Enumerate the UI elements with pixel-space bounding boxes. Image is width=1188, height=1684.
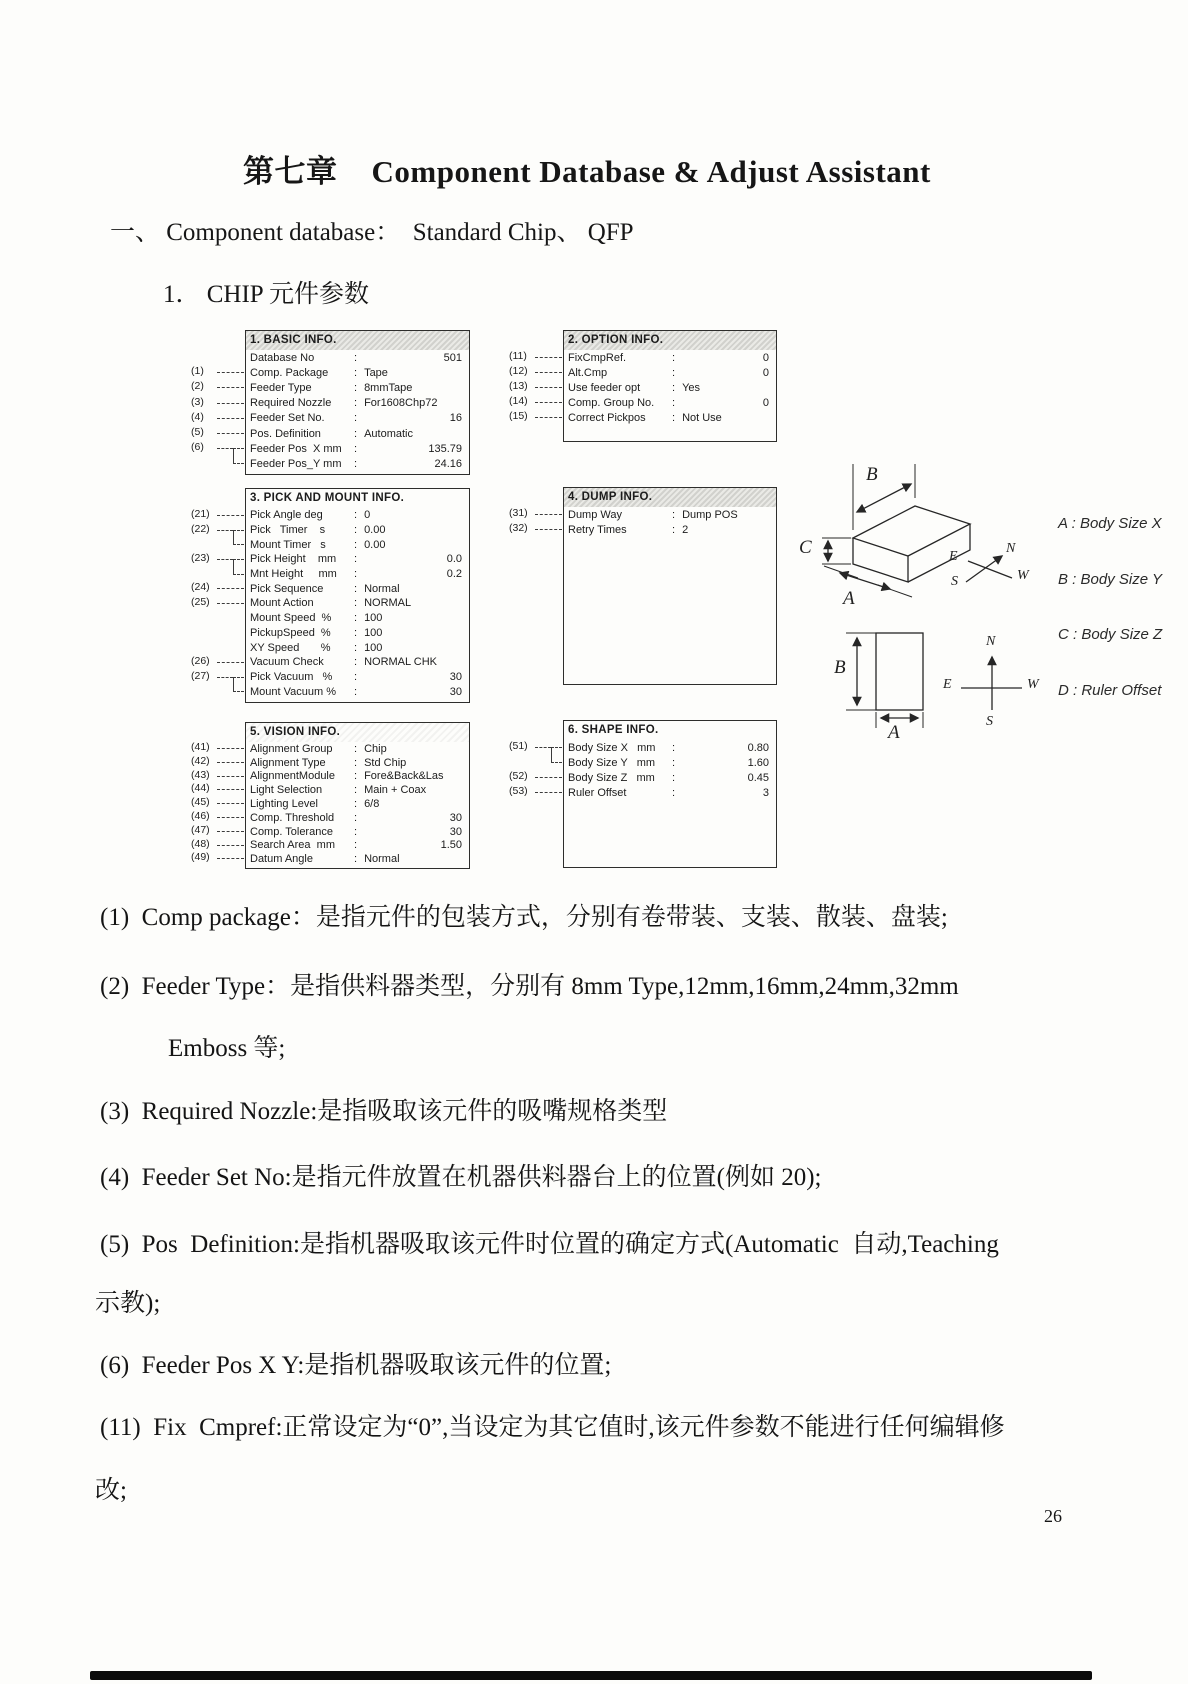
callout-line — [217, 387, 244, 388]
param-row — [246, 783, 469, 797]
param-separator: : — [672, 786, 676, 799]
compass2-west-label: W — [1027, 677, 1039, 692]
chapter-number: 第七章 — [243, 154, 338, 189]
param-separator: : — [354, 656, 358, 669]
callout-number: (51) — [509, 739, 528, 752]
param-label: AlignmentModule — [250, 770, 335, 783]
panel-shape-info-header: 6. SHAPE INFO. — [568, 724, 659, 736]
param-label: Pos. Definition — [250, 427, 321, 440]
callout-line — [535, 529, 562, 530]
callout-number: (23) — [191, 551, 210, 564]
callout-line — [535, 357, 562, 358]
param-value: 0 — [762, 396, 769, 409]
param-label: Mount Timer s — [250, 538, 326, 551]
param-value: 30 — [449, 825, 462, 838]
panel-basic-info-header: 1. BASIC INFO. — [246, 331, 469, 350]
param-value: Automatic — [364, 427, 413, 440]
panel-pick-mount-info-header: 3. PICK AND MOUNT INFO. — [250, 492, 405, 504]
callout-line — [217, 603, 244, 604]
panel-basic-info-rows — [246, 350, 469, 472]
param-value: 0.00 — [364, 524, 386, 537]
callout-line — [535, 372, 562, 373]
param-value: NORMAL CHK — [364, 656, 437, 669]
panel-basic-info — [245, 330, 470, 475]
section-heading: 一、 Component database： Standard Chip、 QFP — [110, 219, 634, 246]
callout-number: (41) — [191, 741, 210, 753]
param-row — [246, 350, 469, 365]
rect-dim-b-label: B — [834, 657, 846, 678]
callout-number: (46) — [191, 810, 210, 822]
callout-number: (26) — [191, 654, 210, 667]
param-separator: : — [354, 685, 358, 698]
param-label: Datum Angle — [250, 853, 313, 866]
callout-line — [535, 417, 562, 418]
param-row — [246, 825, 469, 839]
callout-number: (27) — [191, 669, 210, 682]
param-row — [246, 684, 469, 699]
panel-option-info-header: 2. OPTION INFO. — [564, 331, 776, 350]
param-value: 30 — [449, 685, 462, 698]
param-separator: : — [354, 756, 358, 769]
param-label: Comp. Package — [250, 366, 329, 379]
param-separator: : — [672, 508, 676, 521]
param-separator: : — [672, 381, 676, 394]
paragraph-11: (11) Fix Cmpref:正常设定为“0”,当设定为其它值时,该元件参数不能进行任何编辑修 — [100, 1414, 1005, 1441]
callout-number: (11) — [509, 349, 527, 362]
callout-line — [233, 544, 244, 545]
dimension-legend — [1058, 478, 1162, 737]
param-separator: : — [354, 457, 358, 470]
page-number: 26 — [1044, 1506, 1062, 1526]
panel-vision-info-header: 5. VISION INFO. — [246, 723, 469, 742]
callout-line — [217, 858, 244, 859]
callout-bracket — [233, 677, 234, 691]
callout-line — [217, 588, 244, 589]
cuboid-dim-a-label: A — [843, 588, 855, 609]
param-label: Dump Way — [568, 508, 622, 521]
param-value: Tape — [364, 366, 388, 379]
param-row — [564, 507, 776, 522]
param-row — [246, 441, 469, 456]
callout-number: (24) — [191, 580, 210, 593]
param-value: Dump POS — [682, 508, 738, 521]
scan-artifact-bar — [90, 1671, 1092, 1680]
param-value: Yes — [682, 381, 701, 394]
param-value: Chip — [364, 742, 387, 755]
callout-line — [535, 387, 562, 388]
param-value: 100 — [364, 612, 383, 625]
param-value: 6/8 — [364, 798, 380, 811]
callout-bracket — [233, 448, 234, 463]
compass2-south-label: S — [986, 714, 993, 729]
panel-shape-info — [563, 720, 777, 868]
param-row — [246, 365, 469, 380]
param-separator: : — [672, 771, 676, 784]
callout-number: (15) — [509, 409, 528, 422]
param-value: Main + Coax — [364, 784, 427, 797]
param-separator: : — [354, 597, 358, 610]
param-label: Body Size Y mm — [568, 756, 656, 769]
param-row — [564, 522, 776, 537]
panel-pick-mount-info-rows — [246, 508, 469, 699]
param-separator: : — [354, 798, 358, 811]
param-row — [246, 756, 469, 770]
param-value: 0.80 — [747, 741, 769, 754]
chapter-title-text: Component Database & Adjust Assistant — [371, 154, 931, 189]
param-row — [564, 785, 776, 800]
param-row — [564, 770, 776, 785]
callout-number: (3) — [191, 395, 204, 408]
param-separator: : — [672, 396, 676, 409]
paragraph-11-cont: 改; — [95, 1477, 127, 1504]
param-label: Feeder Set No. — [250, 412, 325, 425]
callout-line — [217, 845, 244, 846]
callout-number: (47) — [191, 824, 210, 836]
param-label: Required Nozzle — [250, 397, 332, 410]
param-value: 1.60 — [747, 756, 769, 769]
compass1-west-label: W — [1017, 568, 1029, 583]
param-label: PickupSpeed % — [250, 626, 331, 639]
legend-line-c: C : Body Size Z — [1058, 626, 1163, 643]
param-row — [246, 797, 469, 811]
callout-line — [551, 762, 562, 763]
param-separator: : — [354, 811, 358, 824]
param-separator: : — [354, 427, 358, 440]
paragraph-5-cont: 示教); — [95, 1290, 161, 1317]
param-row — [246, 567, 469, 582]
legend-line-d: D : Ruler Offset — [1058, 681, 1162, 699]
param-separator: : — [672, 741, 676, 754]
callout-number: (52) — [509, 769, 528, 782]
param-row — [246, 380, 469, 395]
callout-number: (21) — [191, 507, 210, 520]
callout-line — [217, 789, 244, 790]
paragraph-5: (5) Pos Definition:是指机器吸取该元件时位置的确定方式(Automatic 自动,Teaching — [100, 1231, 999, 1258]
param-row — [564, 395, 776, 410]
param-label: Feeder Pos_Y mm — [250, 457, 342, 470]
callout-number: (6) — [191, 440, 204, 453]
param-value: 8mmTape — [364, 381, 413, 394]
param-row — [246, 581, 469, 596]
compass2-east-label: E — [943, 677, 952, 692]
callout-line — [233, 559, 244, 560]
param-value: 100 — [364, 626, 383, 639]
callout-number: (44) — [191, 782, 210, 794]
param-label: Correct Pickpos — [568, 411, 646, 424]
callout-line — [217, 762, 244, 763]
param-separator: : — [354, 442, 358, 455]
param-label: Feeder Pos X mm — [250, 442, 342, 455]
callout-number: (53) — [509, 784, 528, 797]
legend-line-a: A : Body Size X — [1058, 515, 1162, 532]
callout-line — [535, 747, 551, 748]
param-separator: : — [354, 612, 358, 625]
param-value: 2 — [682, 523, 689, 536]
callout-bracket — [551, 747, 552, 762]
param-label: Alignment Group — [250, 742, 333, 755]
panel-vision-info — [245, 722, 470, 869]
callout-line — [233, 530, 244, 531]
param-label: Vacuum Check — [250, 656, 324, 669]
callout-line — [535, 792, 562, 793]
param-row — [246, 456, 469, 471]
param-value: 30 — [449, 811, 462, 824]
param-row — [246, 396, 469, 411]
panel-dump-info-header: 4. DUMP INFO. — [564, 488, 776, 507]
param-label: Comp. Threshold — [250, 811, 335, 824]
param-row — [246, 552, 469, 567]
param-value: 24.16 — [434, 457, 462, 470]
param-value: 3 — [762, 786, 769, 799]
param-label: Comp. Group No. — [568, 396, 655, 409]
callout-line — [217, 817, 244, 818]
param-label: Use feeder opt — [568, 381, 641, 394]
param-separator: : — [354, 825, 358, 838]
param-row — [246, 596, 469, 611]
param-label: Alignment Type — [250, 756, 326, 769]
callout-line — [535, 402, 562, 403]
param-row — [246, 852, 469, 866]
callout-line — [217, 677, 233, 678]
callout-bracket — [233, 559, 234, 574]
callout-line — [217, 515, 244, 516]
callout-number: (49) — [191, 851, 210, 863]
param-value: For1608Chp72 — [364, 397, 438, 410]
param-row — [246, 655, 469, 670]
compass1-east-label: E — [949, 549, 958, 564]
param-label: Mount Speed % — [250, 612, 332, 625]
param-separator: : — [354, 626, 358, 639]
param-label: Pick Vacuum % — [250, 670, 333, 683]
callout-number: (45) — [191, 796, 210, 808]
param-separator: : — [354, 670, 358, 683]
param-value: Std Chip — [364, 756, 407, 769]
param-label: FixCmpRef. — [568, 351, 627, 364]
callout-line — [217, 403, 244, 404]
param-row — [246, 523, 469, 538]
callout-line — [233, 691, 244, 692]
param-separator: : — [672, 366, 676, 379]
param-separator: : — [354, 524, 358, 537]
callout-number: (2) — [191, 379, 204, 392]
callout-line — [217, 776, 244, 777]
param-label: Database No — [250, 351, 315, 364]
compass1-south-label: S — [951, 574, 958, 589]
param-row — [246, 839, 469, 853]
callout-number: (13) — [509, 379, 528, 392]
param-value: 0.00 — [364, 538, 386, 551]
callout-number: (12) — [509, 364, 528, 377]
param-value: 16 — [449, 412, 462, 425]
param-row — [564, 350, 776, 365]
callout-number: (5) — [191, 425, 204, 438]
param-value: 100 — [364, 641, 383, 654]
param-label: XY Speed % — [250, 641, 331, 654]
param-value: 1.50 — [440, 839, 462, 852]
param-separator: : — [354, 742, 358, 755]
param-separator: : — [354, 853, 358, 866]
callout-bracket — [233, 530, 234, 544]
param-separator: : — [354, 538, 358, 551]
param-row — [564, 365, 776, 380]
param-separator: : — [672, 523, 676, 536]
callout-line — [233, 463, 244, 464]
param-separator: : — [672, 351, 676, 364]
param-label: Alt.Cmp — [568, 366, 608, 379]
chapter-title — [243, 146, 931, 191]
param-separator: : — [354, 582, 358, 595]
param-separator: : — [354, 397, 358, 410]
param-label: Pick Height mm — [250, 553, 337, 566]
param-separator: : — [354, 351, 358, 364]
param-separator: : — [672, 411, 676, 424]
param-row — [564, 755, 776, 770]
param-row — [564, 410, 776, 425]
callout-number: (25) — [191, 595, 210, 608]
param-value: 30 — [449, 670, 462, 683]
callout-line — [233, 677, 244, 678]
param-row — [246, 670, 469, 685]
rect-dim-a-label: A — [888, 722, 900, 743]
callout-line — [233, 574, 244, 575]
paragraph-2: (2) Feeder Type：是指供料器类型，分别有 8mm Type,12mm,16mm,24mm,32mm — [100, 973, 959, 1000]
callout-number: (48) — [191, 838, 210, 850]
param-separator: : — [354, 412, 358, 425]
callout-number: (32) — [509, 521, 528, 534]
param-value: 0 — [762, 366, 769, 379]
compass1-north-label: N — [1006, 541, 1016, 556]
param-label: Mnt Height mm — [250, 568, 337, 581]
param-separator: : — [672, 756, 676, 769]
param-separator: : — [354, 366, 358, 379]
param-separator: : — [354, 839, 358, 852]
param-value: Fore&Back&Las — [364, 770, 444, 783]
callout-number: (4) — [191, 410, 204, 423]
param-label: Pick Angle deg — [250, 509, 323, 522]
param-row — [246, 742, 469, 756]
param-value: Normal — [364, 853, 400, 866]
paragraph-1: (1) Comp package：是指元件的包装方式，分别有卷带装、支装、散装、盘装; — [100, 904, 948, 931]
callout-number: (42) — [191, 755, 210, 767]
panel-shape-info-rows — [564, 740, 776, 800]
param-label: Search Area mm — [250, 839, 335, 852]
param-value: 135.79 — [428, 442, 462, 455]
param-label: Lighting Level — [250, 798, 318, 811]
callout-number: (14) — [509, 394, 528, 407]
callout-line — [217, 803, 244, 804]
param-value: NORMAL — [364, 597, 412, 610]
param-separator: : — [354, 381, 358, 394]
param-row — [246, 770, 469, 784]
legend-line-b: B : Body Size Y — [1058, 570, 1162, 588]
param-label: Comp. Tolerance — [250, 825, 333, 838]
param-row — [246, 811, 469, 825]
param-label: Ruler Offset — [568, 786, 627, 799]
param-value: 0 — [762, 351, 769, 364]
callout-line — [217, 418, 244, 419]
callout-line — [217, 559, 233, 560]
param-row — [246, 537, 469, 552]
param-value: 0 — [364, 509, 371, 522]
param-row — [246, 611, 469, 626]
param-row — [246, 640, 469, 655]
param-label: Feeder Type — [250, 381, 312, 394]
param-value: Not Use — [682, 411, 722, 424]
param-label: Body Size Z mm — [568, 771, 655, 784]
param-label: Body Size X mm — [568, 741, 656, 754]
callout-line — [217, 748, 244, 749]
cuboid-dim-c-label: C — [799, 537, 812, 558]
param-row — [564, 740, 776, 755]
cuboid-dim-b-label: B — [866, 464, 878, 485]
param-separator: : — [354, 641, 358, 654]
param-row — [246, 508, 469, 523]
param-value: 0.0 — [446, 553, 462, 566]
callout-line — [551, 747, 562, 748]
callout-line — [217, 448, 233, 449]
callout-line — [217, 662, 244, 663]
param-separator: : — [354, 553, 358, 566]
callout-line — [217, 433, 244, 434]
param-label: Light Selection — [250, 784, 323, 797]
param-label: Pick Timer s — [250, 524, 326, 537]
param-label: Mount Action — [250, 597, 314, 610]
param-label: Pick Sequence — [250, 582, 324, 595]
panel-option-info-rows — [564, 350, 776, 425]
param-row — [246, 426, 469, 441]
param-label: Retry Times — [568, 523, 627, 536]
param-separator: : — [354, 784, 358, 797]
callout-number: (43) — [191, 769, 210, 781]
callout-number: (31) — [509, 506, 528, 519]
callout-line — [535, 777, 562, 778]
param-separator: : — [354, 509, 358, 522]
callout-line — [217, 372, 244, 373]
callout-line — [233, 448, 244, 449]
callout-number: (1) — [191, 364, 204, 377]
panel-dump-info-rows — [564, 507, 776, 537]
callout-line — [535, 514, 562, 515]
param-label: Mount Vacuum % — [250, 685, 337, 698]
panel-option-info — [563, 330, 777, 442]
panel-dump-info — [563, 487, 777, 685]
panel-pick-mount-info — [245, 488, 470, 703]
param-value: 0.45 — [747, 771, 769, 784]
callout-line — [217, 831, 244, 832]
subsection-heading: 1． CHIP 元件参数 — [163, 281, 370, 308]
compass2-north-label: N — [986, 634, 996, 649]
param-value: Normal — [364, 582, 400, 595]
callout-number: (22) — [191, 522, 210, 535]
paragraph-2-cont: Emboss 等; — [168, 1035, 286, 1062]
param-row — [246, 626, 469, 641]
paragraph-6: (6) Feeder Pos X Y:是指机器吸取该元件的位置; — [100, 1352, 612, 1379]
param-value: 501 — [443, 351, 462, 364]
param-row — [246, 411, 469, 426]
param-separator: : — [354, 770, 358, 783]
paragraph-3: (3) Required Nozzle:是指吸取该元件的吸嘴规格类型 — [100, 1098, 668, 1125]
callout-line — [217, 530, 233, 531]
panel-vision-info-rows — [246, 742, 469, 866]
param-separator: : — [354, 568, 358, 581]
param-row — [564, 380, 776, 395]
param-value: 0.2 — [446, 568, 462, 581]
paragraph-4: (4) Feeder Set No:是指元件放置在机器供料器台上的位置(例如 20); — [100, 1164, 822, 1191]
